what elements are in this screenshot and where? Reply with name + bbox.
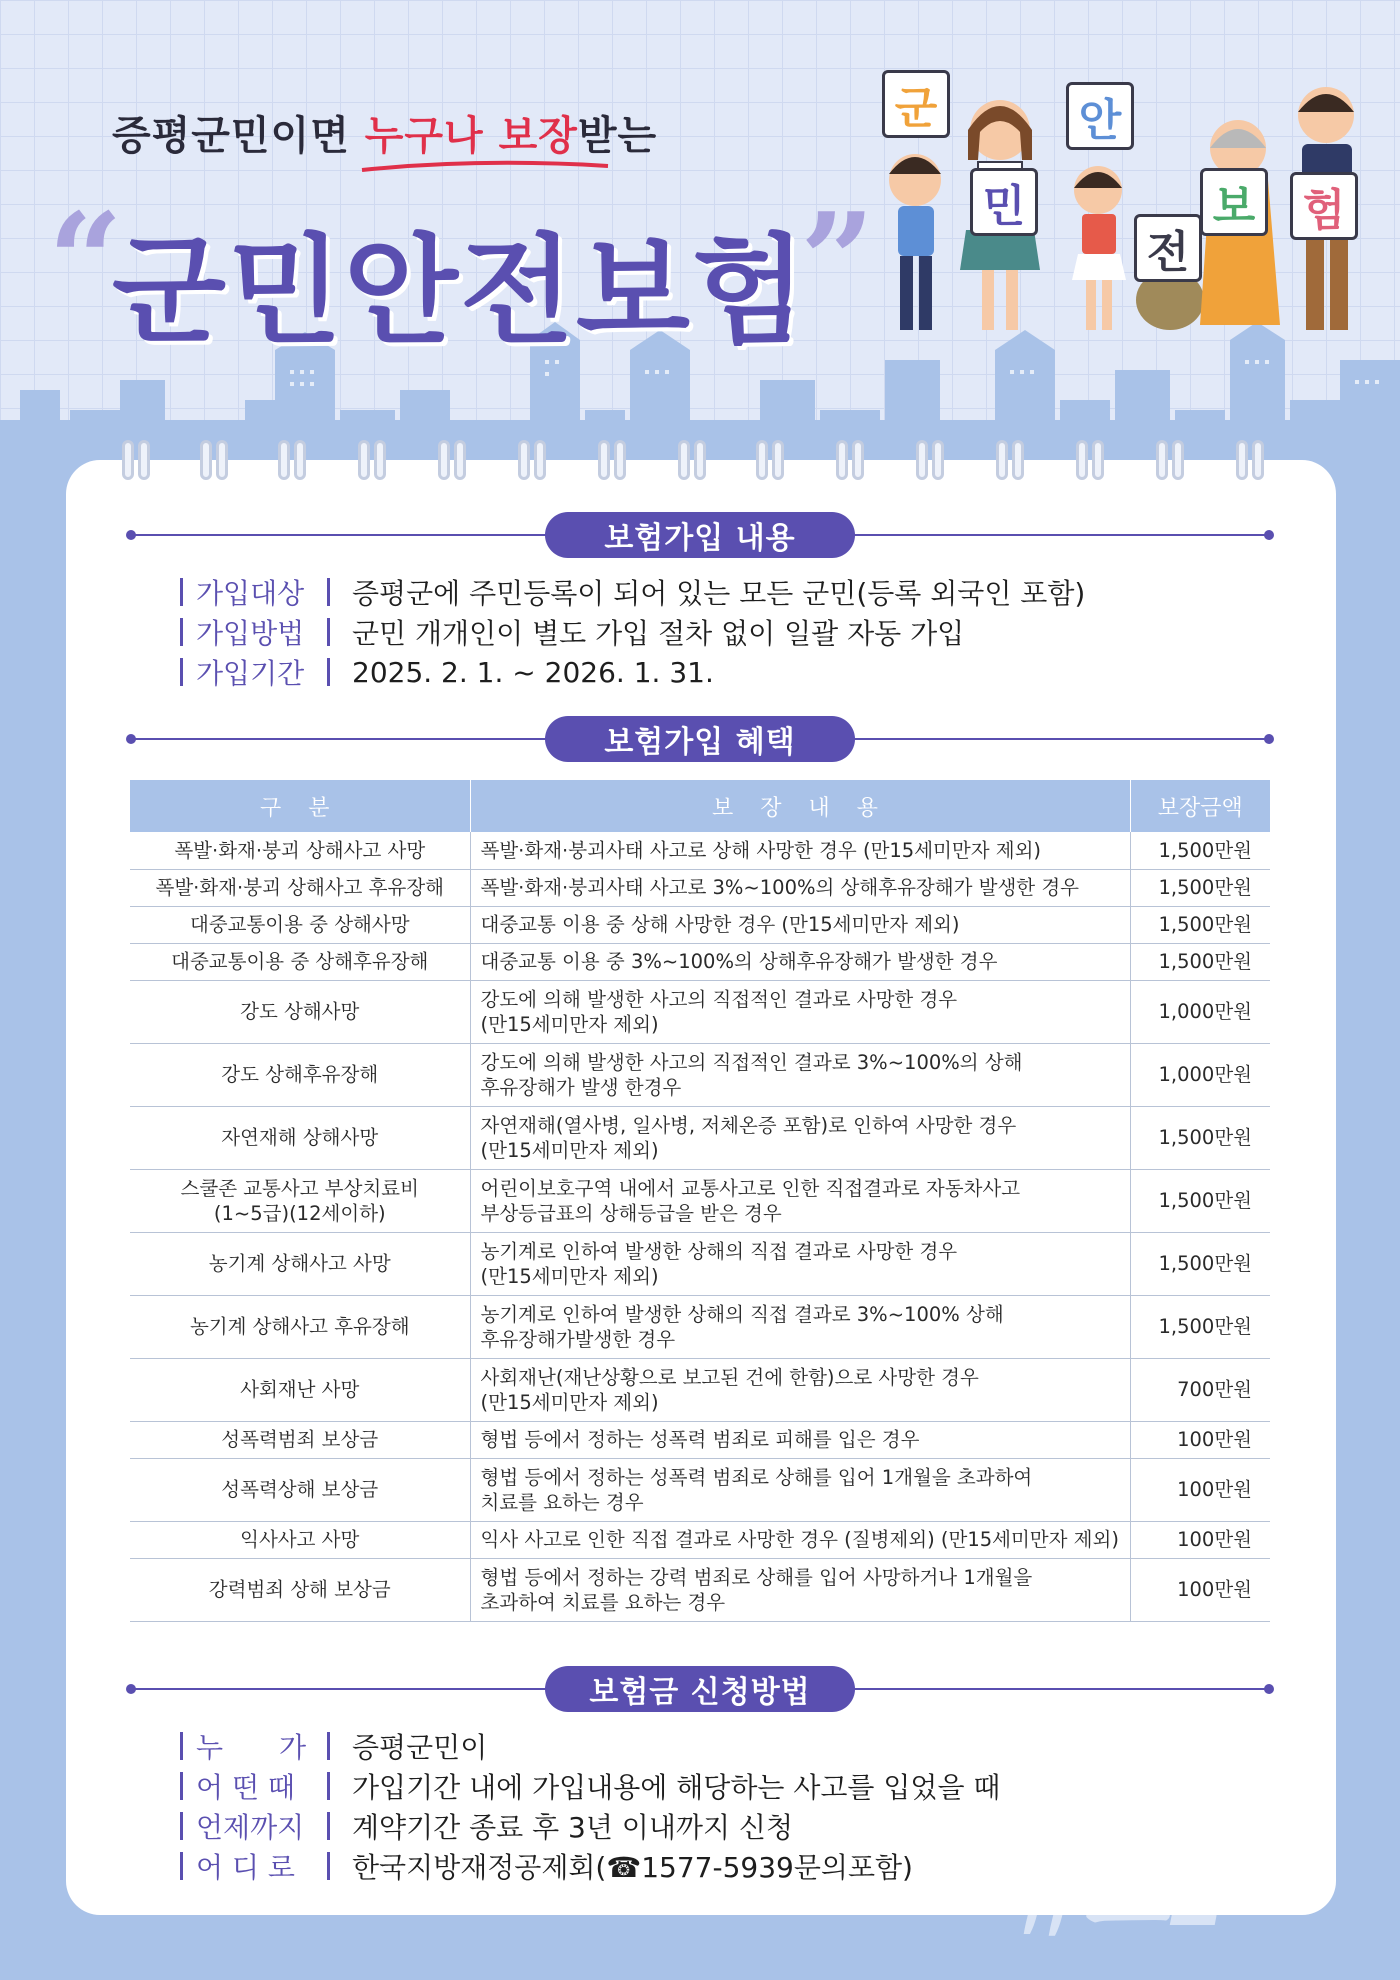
cell-amount: 700만원 bbox=[1130, 1358, 1270, 1421]
cell-category: 폭발·화재·붕괴 상해사고 후유장해 bbox=[130, 869, 470, 906]
heading-dot bbox=[1264, 1684, 1274, 1694]
cell-category: 농기계 상해사고 사망 bbox=[130, 1232, 470, 1295]
cell-category: 강도 상해사망 bbox=[130, 980, 470, 1043]
column-header-category: 구 분 bbox=[130, 780, 470, 832]
binder-ring bbox=[294, 440, 306, 480]
heading-dot bbox=[126, 530, 136, 540]
benefits-table bbox=[130, 780, 1270, 1622]
cell-description: 형법 등에서 정하는 성폭력 범죄로 상해를 입어 1개월을 초과하여 치료를 요하는 경우 bbox=[470, 1458, 1130, 1521]
table-row bbox=[130, 1295, 1270, 1358]
cell-description: 어린이보호구역 내에서 교통사고로 인한 직접결과로 자동차사고 부상등급표의 상해등급을 받은 경우 bbox=[470, 1169, 1130, 1232]
cell-description: 형법 등에서 정하는 성폭력 범죄로 피해를 입은 경우 bbox=[470, 1421, 1130, 1458]
binder-ring bbox=[518, 440, 530, 480]
binder-ring bbox=[200, 440, 212, 480]
cell-amount: 100만원 bbox=[1130, 1458, 1270, 1521]
open-quote-mark: “ bbox=[48, 184, 123, 337]
binder-ring bbox=[374, 440, 386, 480]
heading-dot bbox=[1264, 530, 1274, 540]
cell-amount: 1,000만원 bbox=[1130, 1043, 1270, 1106]
table-row bbox=[130, 906, 1270, 943]
benefits-table-body bbox=[130, 832, 1270, 1621]
cell-category: 스쿨존 교통사고 부상치료비 (1~5급)(12세이하) bbox=[130, 1169, 470, 1232]
info-value: 가입기간 내에 가입내용에 해당하는 사고를 입었을 때 bbox=[352, 1771, 1001, 1804]
cell-category: 농기계 상해사고 후유장해 bbox=[130, 1295, 470, 1358]
binder-ring bbox=[138, 440, 150, 480]
subtitle-suffix: 받는 bbox=[577, 113, 658, 159]
cell-amount: 1,000만원 bbox=[1130, 980, 1270, 1043]
cell-description: 대중교통 이용 중 상해 사망한 경우 (만15세미만자 제외) bbox=[470, 906, 1130, 943]
sign-gun: 군 bbox=[882, 70, 950, 138]
table-row bbox=[130, 1358, 1270, 1421]
cell-description: 강도에 의해 발생한 사고의 직접적인 결과로 사망한 경우 (만15세미만자 제외) bbox=[470, 980, 1130, 1043]
info-value: 증평군에 주민등록이 되어 있는 모든 군민(등록 외국인 포함) bbox=[352, 577, 1086, 610]
table-row bbox=[130, 1043, 1270, 1106]
binder-ring bbox=[932, 440, 944, 480]
binder-ring bbox=[996, 440, 1008, 480]
cell-category: 사회재난 사망 bbox=[130, 1358, 470, 1421]
binder-ring bbox=[216, 440, 228, 480]
heading-pill: 보험가입 내용 bbox=[545, 512, 855, 558]
cell-category: 강력범죄 상해 보상금 bbox=[130, 1558, 470, 1621]
cell-description: 강도에 의해 발생한 사고의 직접적인 결과로 3%~100%의 상해 후유장해가 발생 한경우 bbox=[470, 1043, 1130, 1106]
table-row bbox=[130, 1106, 1270, 1169]
cell-description: 농기계로 인하여 발생한 상해의 직접 결과로 3%~100% 상해 후유장해가발생한 경우 bbox=[470, 1295, 1130, 1358]
cell-description: 자연재해(열사병, 일사병, 저체온증 포함)로 인하여 사망한 경우 (만15세미만자 제외) bbox=[470, 1106, 1130, 1169]
info-row-target bbox=[180, 572, 1085, 612]
cell-amount: 1,500만원 bbox=[1130, 1295, 1270, 1358]
claim-row-who bbox=[180, 1726, 487, 1766]
info-value: 증평군민이 bbox=[352, 1731, 488, 1764]
cell-category: 자연재해 상해사망 bbox=[130, 1106, 470, 1169]
sign-min: 민 bbox=[970, 168, 1038, 236]
sign-heom: 험 bbox=[1290, 172, 1358, 240]
binder-ring bbox=[1076, 440, 1088, 480]
info-label: 가입기간 bbox=[180, 652, 330, 692]
page-title: 군민안전보험 bbox=[112, 222, 808, 360]
binder-ring bbox=[598, 440, 610, 480]
cell-amount: 1,500만원 bbox=[1130, 943, 1270, 980]
sign-jeon: 전 bbox=[1134, 214, 1202, 282]
binder-ring bbox=[1156, 440, 1168, 480]
info-value: 한국지방재정공제회(☎1577-5939문의포함) bbox=[352, 1851, 913, 1884]
binder-ring bbox=[1252, 440, 1264, 480]
cell-description: 대중교통 이용 중 3%~100%의 상해후유장해가 발생한 경우 bbox=[470, 943, 1130, 980]
table-row bbox=[130, 1232, 1270, 1295]
family-illustration bbox=[870, 70, 1380, 340]
cell-description: 농기계로 인하여 발생한 상해의 직접 결과로 사망한 경우 (만15세미만자 제외) bbox=[470, 1232, 1130, 1295]
cell-amount: 100만원 bbox=[1130, 1521, 1270, 1558]
cell-description: 익사 사고로 인한 직접 결과로 사망한 경우 (질병제외) (만15세미만자 제외) bbox=[470, 1521, 1130, 1558]
cell-category: 대중교통이용 중 상해사망 bbox=[130, 906, 470, 943]
info-row-period bbox=[180, 652, 714, 692]
sign-bo: 보 bbox=[1200, 168, 1268, 236]
table-row bbox=[130, 1421, 1270, 1458]
info-label: 누 가 bbox=[180, 1726, 330, 1766]
binder-ring bbox=[358, 440, 370, 480]
heading-dot bbox=[126, 734, 136, 744]
section-heading-claim bbox=[130, 1666, 1270, 1712]
info-label: 가입방법 bbox=[180, 612, 330, 652]
cell-description: 사회재난(재난상황으로 보고된 건에 한함)으로 사망한 경우 (만15세미만자 제외) bbox=[470, 1358, 1130, 1421]
claim-row-deadline bbox=[180, 1806, 793, 1846]
section-heading-benefits bbox=[130, 716, 1270, 762]
binder-ring bbox=[534, 440, 546, 480]
cell-amount: 1,500만원 bbox=[1130, 1169, 1270, 1232]
table-row bbox=[130, 1521, 1270, 1558]
close-quote-mark: ” bbox=[800, 184, 875, 337]
binder-ring bbox=[678, 440, 690, 480]
cell-amount: 1,500만원 bbox=[1130, 832, 1270, 869]
claim-row-when bbox=[180, 1766, 1000, 1806]
heading-dot bbox=[126, 1684, 136, 1694]
binder-ring bbox=[836, 440, 848, 480]
column-header-amount: 보장금액 bbox=[1130, 780, 1270, 832]
binder-ring bbox=[1172, 440, 1184, 480]
cell-category: 강도 상해후유장해 bbox=[130, 1043, 470, 1106]
cell-category: 성폭력범죄 보상금 bbox=[130, 1421, 470, 1458]
cell-description: 폭발·화재·붕괴사태 사고로 상해 사망한 경우 (만15세미만자 제외) bbox=[470, 832, 1130, 869]
cell-amount: 100만원 bbox=[1130, 1421, 1270, 1458]
cell-category: 성폭력상해 보상금 bbox=[130, 1458, 470, 1521]
claim-row-where bbox=[180, 1846, 913, 1886]
binder-ring bbox=[694, 440, 706, 480]
binder-ring bbox=[1236, 440, 1248, 480]
binder-ring bbox=[1092, 440, 1104, 480]
section-heading-enrollment bbox=[130, 512, 1270, 558]
table-row bbox=[130, 832, 1270, 869]
table-row bbox=[130, 943, 1270, 980]
cell-amount: 1,500만원 bbox=[1130, 1232, 1270, 1295]
binder-ring bbox=[916, 440, 928, 480]
subtitle-accent: 누구나 보장 bbox=[364, 113, 578, 159]
heading-pill: 보험금 신청방법 bbox=[545, 1666, 855, 1712]
info-value: 군민 개개인이 별도 가입 절차 없이 일괄 자동 가입 bbox=[352, 617, 965, 650]
subtitle bbox=[112, 104, 657, 161]
binder-ring bbox=[772, 440, 784, 480]
cell-description: 형법 등에서 정하는 강력 범죄로 상해를 입어 사망하거나 1개월을 초과하여 치료를 요하는 경우 bbox=[470, 1558, 1130, 1621]
table-row bbox=[130, 869, 1270, 906]
accent-underline bbox=[360, 160, 610, 174]
info-label: 어 디 로 bbox=[180, 1846, 330, 1886]
table-row bbox=[130, 980, 1270, 1043]
table-header-row bbox=[130, 780, 1270, 832]
cell-category: 폭발·화재·붕괴 상해사고 사망 bbox=[130, 832, 470, 869]
info-label: 언제까지 bbox=[180, 1806, 330, 1846]
cell-amount: 1,500만원 bbox=[1130, 869, 1270, 906]
binder-ring bbox=[614, 440, 626, 480]
binder-ring bbox=[278, 440, 290, 480]
column-header-description: 보 장 내 용 bbox=[470, 780, 1130, 832]
info-label: 가입대상 bbox=[180, 572, 330, 612]
news1-watermark: 뉴스1 bbox=[1000, 1843, 1226, 1946]
table-row bbox=[130, 1458, 1270, 1521]
cell-amount: 100만원 bbox=[1130, 1558, 1270, 1621]
binder-ring bbox=[756, 440, 768, 480]
binder-ring bbox=[438, 440, 450, 480]
table-row bbox=[130, 1169, 1270, 1232]
cell-amount: 1,500만원 bbox=[1130, 906, 1270, 943]
binder-ring bbox=[1012, 440, 1024, 480]
info-value: 계약기간 종료 후 3년 이내까지 신청 bbox=[352, 1811, 793, 1844]
binder-ring bbox=[852, 440, 864, 480]
binder-ring bbox=[122, 440, 134, 480]
info-label: 어 떤 때 bbox=[180, 1766, 330, 1806]
cell-category: 익사사고 사망 bbox=[130, 1521, 470, 1558]
table-row bbox=[130, 1558, 1270, 1621]
info-row-method bbox=[180, 612, 964, 652]
cell-category: 대중교통이용 중 상해후유장해 bbox=[130, 943, 470, 980]
binder-ring bbox=[454, 440, 466, 480]
cell-description: 폭발·화재·붕괴사태 사고로 3%~100%의 상해후유장해가 발생한 경우 bbox=[470, 869, 1130, 906]
subtitle-prefix: 증평군민이면 bbox=[112, 113, 365, 159]
cell-amount: 1,500만원 bbox=[1130, 1106, 1270, 1169]
sign-an: 안 bbox=[1066, 82, 1134, 150]
info-value: 2025. 2. 1. ~ 2026. 1. 31. bbox=[352, 655, 714, 689]
heading-dot bbox=[1264, 734, 1274, 744]
heading-pill: 보험가입 혜택 bbox=[545, 716, 855, 762]
